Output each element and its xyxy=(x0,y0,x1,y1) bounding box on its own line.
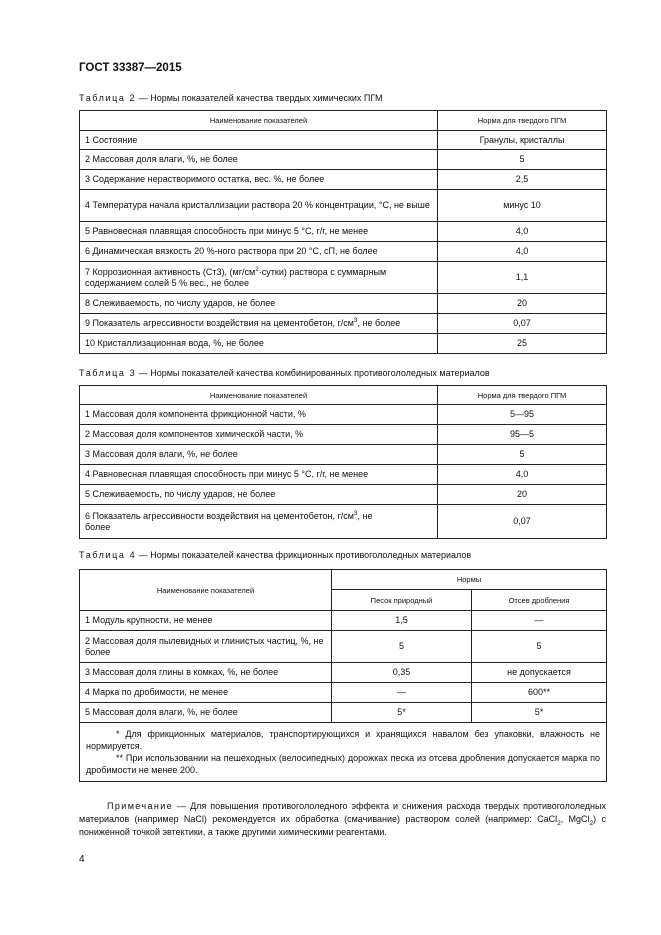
row-name: 5 Массовая доля влаги, %, не более xyxy=(80,703,332,723)
table-row xyxy=(80,663,607,683)
table-row xyxy=(80,703,607,723)
table4-footnotes xyxy=(80,723,607,782)
row-name: 5 Слеживаемость, по числу ударов, не более xyxy=(80,485,438,505)
table-row xyxy=(80,131,607,150)
row-sand: — xyxy=(332,683,472,703)
table-row xyxy=(80,150,607,170)
page-number: 4 xyxy=(79,854,85,865)
row-name: 1 Массовая доля компонента фрикционной части, % xyxy=(80,405,438,425)
table3-caption xyxy=(79,368,490,378)
row-value: 25 xyxy=(438,334,607,354)
table-row xyxy=(80,405,607,425)
row-name: 9 Показатель агрессивности воздействия на цементобетон, $г/см^3$, не более xyxy=(80,314,438,334)
row-value: 4,0 xyxy=(438,222,607,242)
footnote-1: * Для фрикционных материалов, транспортирующихся и хранящихся навалом без упаковки, влажность не нормируется. xyxy=(86,729,600,751)
table3-caption-text: — Нормы показателей качества комбинированных противогололедных материалов xyxy=(136,368,490,378)
row-screen: не допускается xyxy=(472,663,607,683)
row-screen: 5* xyxy=(472,703,607,723)
row-name: 3 Содержание нерастворимого остатка, вес. %, не более xyxy=(80,170,438,190)
row-value: Гранулы, кристаллы xyxy=(438,131,607,150)
table-row xyxy=(80,190,607,222)
table4-caption-text: — Нормы показателей качества фрикционных противогололедных материалов xyxy=(136,550,472,560)
table-row xyxy=(80,314,607,334)
table-row xyxy=(80,262,607,294)
table3-header-name: Наименование показателей xyxy=(80,386,438,405)
table4-header-name: Наименование показателей xyxy=(80,570,332,611)
row-screen: 600** xyxy=(472,683,607,703)
table2 xyxy=(79,110,607,354)
table-row xyxy=(80,445,607,465)
row-screen: — xyxy=(472,611,607,631)
row-sand: 5 xyxy=(332,631,472,663)
table-row xyxy=(80,485,607,505)
table3-caption-prefix: Таблица 3 xyxy=(79,368,137,378)
row-name: 4 Марка по дробимости, не менее xyxy=(80,683,332,703)
row-name: 10 Кристаллизационная вода, %, не более xyxy=(80,334,438,354)
table4 xyxy=(79,569,607,782)
table2-caption-text: — Нормы показателей качества твердых химических ПГМ xyxy=(136,93,383,103)
row-name: 1 Модуль крупности, не менее xyxy=(80,611,332,631)
row-name: 4 Равновесная плавящая способность при минус 5 °С, г/г, не менее xyxy=(80,465,438,485)
row-name: 5 Равновесная плавящая способность при минус 5 °С, г/г, не менее xyxy=(80,222,438,242)
row-value: 0,07 xyxy=(438,314,607,334)
table-row xyxy=(80,505,607,539)
row-value: минус 10 xyxy=(438,190,607,222)
row-sand: 1,5 xyxy=(332,611,472,631)
row-value: 0,07 xyxy=(438,505,607,539)
table-row xyxy=(80,631,607,663)
table2-header-name: Наименование показателей xyxy=(80,111,438,131)
row-value: 20 xyxy=(438,294,607,314)
row-name: 4 Температура начала кристаллизации раствора 20 % концентрации, °С, не выше xyxy=(80,190,438,222)
row-name: 1 Состояние xyxy=(80,131,438,150)
table-row xyxy=(80,242,607,262)
row-value: 5 xyxy=(438,150,607,170)
row-name: 8 Слеживаемость, по числу ударов, не более xyxy=(80,294,438,314)
row-value: 95—5 xyxy=(438,425,607,445)
note-block: Примечание — Для повышения противогололедного эффекта и снижения расхода твердых противогололедных материалов (например NaCl) рекомендуется их обработка (смачивание) раствором солей (например: CaCl$_2$, MgCl$_2$) с пониженной точкой эвтектики, а также другими химическими реагентами. xyxy=(79,801,606,837)
table-row xyxy=(80,465,607,485)
table-row xyxy=(80,683,607,703)
table2-caption xyxy=(79,93,383,103)
row-value: 20 xyxy=(438,485,607,505)
table4-header-screen: Отсев дробления xyxy=(472,590,607,611)
row-value: 2,5 xyxy=(438,170,607,190)
table4-header-sand: Песок природный xyxy=(332,590,472,611)
row-name: 6 Динамическая вязкость 20 %-ного раствора при 20 °С, сП, не более xyxy=(80,242,438,262)
table3-header-norm: Норма для твердого ПГМ xyxy=(438,386,607,405)
row-name: 2 Массовая доля влаги, %, не более xyxy=(80,150,438,170)
row-sand: 0,35 xyxy=(332,663,472,683)
footnote-2: ** При использовании на пешеходных (велосипедных) дорожках песка из отсева дробления допускается марка по дробимости не менее 200. xyxy=(86,753,600,775)
row-name: 3 Массовая доля влаги, %, не более xyxy=(80,445,438,465)
row-value: 4,0 xyxy=(438,465,607,485)
row-name: 7 Коррозионная активность (Ст3), $(мг/см^2\cdot сутки)$ раствора с суммарным содержанием солей 5 % вес., не более xyxy=(80,262,438,294)
table-row xyxy=(80,170,607,190)
row-name: 6 Показатель агрессивности воздействия на цементобетон, $г/см^3$, не более xyxy=(80,505,438,539)
table4-caption-prefix: Таблица 4 xyxy=(79,550,137,560)
row-name: 2 Массовая доля компонентов химической части, % xyxy=(80,425,438,445)
table-row xyxy=(80,425,607,445)
table4-caption xyxy=(79,550,471,560)
table-row xyxy=(80,334,607,354)
row-name: 3 Массовая доля глины в комках, %, не более xyxy=(80,663,332,683)
row-value: 5—95 xyxy=(438,405,607,425)
row-value: 1,1 xyxy=(438,262,607,294)
row-value: 4,0 xyxy=(438,242,607,262)
row-sand: 5* xyxy=(332,703,472,723)
table-row xyxy=(80,611,607,631)
document-header: ГОСТ 33387—2015 xyxy=(79,62,182,74)
table4-header-norms: Нормы xyxy=(332,570,607,590)
table2-header-norm: Норма для твердого ПГМ xyxy=(438,111,607,131)
table-row xyxy=(80,222,607,242)
note-label: Примечание xyxy=(107,801,174,811)
row-name: 2 Массовая доля пылевидных и глинистых частиц, %, не более xyxy=(80,631,332,663)
table3 xyxy=(79,385,607,539)
row-screen: 5 xyxy=(472,631,607,663)
table2-caption-prefix: Таблица 2 xyxy=(79,93,137,103)
row-value: 5 xyxy=(438,445,607,465)
table-row xyxy=(80,294,607,314)
